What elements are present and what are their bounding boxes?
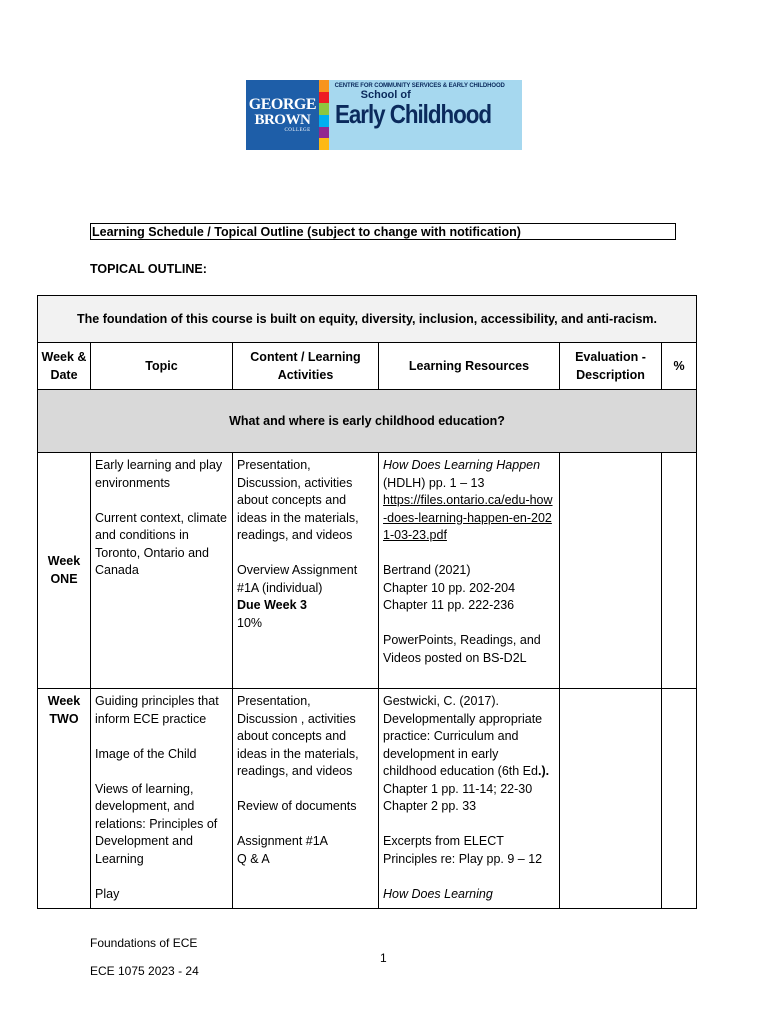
stripe bbox=[319, 138, 329, 150]
college-name-line2: BROWN bbox=[254, 112, 311, 128]
week-one-percent bbox=[662, 453, 697, 689]
resource-item: Chapter 2 pp. 33 bbox=[383, 799, 477, 813]
college-name-line1: GEORGE bbox=[248, 96, 316, 113]
stripe bbox=[319, 103, 329, 115]
resource-title: How Does Learning Happen bbox=[383, 458, 541, 472]
content-item: Q & A bbox=[237, 851, 270, 866]
week-label: Week bbox=[47, 554, 81, 568]
foundation-row bbox=[38, 296, 697, 343]
resource-citation-end: .). bbox=[537, 764, 550, 778]
week-one-cell bbox=[38, 453, 91, 689]
resource-item bbox=[383, 457, 555, 492]
resource-item: Bertrand (2021) bbox=[383, 563, 471, 577]
foundation-statement: The foundation of this course is built on equity, diversity, inclusion, accessibility, and anti-racism. bbox=[38, 296, 697, 343]
footer-course: Foundations of ECE bbox=[90, 936, 198, 950]
week-one-content bbox=[233, 453, 379, 689]
resource-item: Chapter 1 pp. 11-14; 22-30 bbox=[383, 781, 533, 796]
section-row bbox=[38, 390, 697, 453]
topic-item: Play bbox=[95, 886, 120, 901]
week-one-resources bbox=[379, 453, 560, 689]
section-title: What and where is early childhood education? bbox=[38, 390, 697, 453]
content-item: Presentation, Discussion, activities about concepts and ideas in the materials, readings, and videos bbox=[237, 458, 359, 542]
logo-color-stripes bbox=[319, 80, 329, 150]
content-item: Presentation, Discussion , activities about concepts and ideas in the materials, readings, and videos bbox=[237, 694, 359, 778]
header-week: Week & Date bbox=[38, 343, 91, 390]
centre-name: CENTRE FOR COMMUNITY SERVICES & EARLY CHILDHOOD bbox=[334, 83, 505, 89]
week-two-topic bbox=[91, 689, 233, 909]
header-percent: % bbox=[662, 343, 697, 390]
page-number: 1 bbox=[380, 951, 387, 965]
week-two-evaluation bbox=[560, 689, 662, 909]
header-content: Content / Learning Activities bbox=[233, 343, 379, 390]
week-two-row bbox=[38, 689, 697, 909]
school-name: Early Childhood bbox=[334, 99, 491, 130]
school-banner bbox=[329, 80, 522, 150]
header-resources: Learning Resources bbox=[379, 343, 560, 390]
school-of-label: School of bbox=[360, 89, 411, 101]
weight: 10% bbox=[237, 615, 263, 630]
resource-item: How Does Learning bbox=[383, 886, 493, 901]
topical-outline-table bbox=[37, 295, 697, 909]
content-item: Assignment #1A bbox=[237, 834, 329, 848]
week-one-row bbox=[38, 453, 697, 689]
week-two-percent bbox=[662, 689, 697, 909]
topic-item: Current context, climate and conditions in Toronto, Ontario and Canada bbox=[95, 510, 227, 577]
stripe bbox=[319, 127, 329, 139]
topical-outline-label: TOPICAL OUTLINE: bbox=[90, 262, 207, 276]
topic-item: Early learning and play environments bbox=[95, 458, 223, 490]
week-number: ONE bbox=[50, 571, 78, 586]
content-item: Review of documents bbox=[237, 799, 357, 813]
stripe bbox=[319, 92, 329, 104]
topic-item: Guiding principles that inform ECE practice bbox=[95, 694, 219, 726]
week-two-content bbox=[233, 689, 379, 909]
resource-citation: Gestwicki, C. (2017). Developmentally appropriate practice: Curriculum and development in early childhood education (6th Ed bbox=[383, 694, 543, 778]
content-item: Overview Assignment #1A (individual) bbox=[237, 563, 358, 595]
header-row bbox=[38, 343, 697, 390]
footer-code: ECE 1075 2023 - 24 bbox=[90, 964, 199, 978]
stripe bbox=[319, 80, 329, 92]
resource-item: PowerPoints, Readings, and Videos posted on BS-D2L bbox=[383, 633, 541, 665]
week-number: TWO bbox=[49, 711, 79, 726]
stripe bbox=[319, 115, 329, 127]
week-two-resources bbox=[379, 689, 560, 909]
week-two-cell bbox=[38, 689, 91, 909]
header-topic: Topic bbox=[91, 343, 233, 390]
week-one-topic bbox=[91, 453, 233, 689]
week-label: Week bbox=[47, 694, 81, 708]
resource-pages: (HDLH) pp. 1 – 13 bbox=[383, 475, 485, 490]
school-logo bbox=[246, 80, 522, 150]
college-logo bbox=[246, 80, 319, 150]
schedule-heading: Learning Schedule / Topical Outline (subject to change with notification) bbox=[90, 223, 676, 240]
due-date: Due Week 3 bbox=[237, 598, 307, 612]
resource-item: Chapter 10 pp. 202-204 bbox=[383, 580, 516, 595]
college-name-line3: COLLEGE bbox=[284, 128, 311, 133]
week-one-evaluation bbox=[560, 453, 662, 689]
resource-link[interactable]: https://files.ontario.ca/edu-how-does-learning-happen-en-2021-03-23.pdf bbox=[383, 493, 553, 542]
resource-item bbox=[383, 693, 555, 781]
topic-item: Views of learning, development, and relations: Principles of Development and Learning bbox=[95, 781, 218, 866]
resource-item: Excerpts from ELECT Principles re: Play pp. 9 – 12 bbox=[383, 834, 543, 866]
header-evaluation: Evaluation - Description bbox=[560, 343, 662, 390]
resource-item: Chapter 11 pp. 222-236 bbox=[383, 598, 515, 612]
topic-item: Image of the Child bbox=[95, 746, 197, 761]
